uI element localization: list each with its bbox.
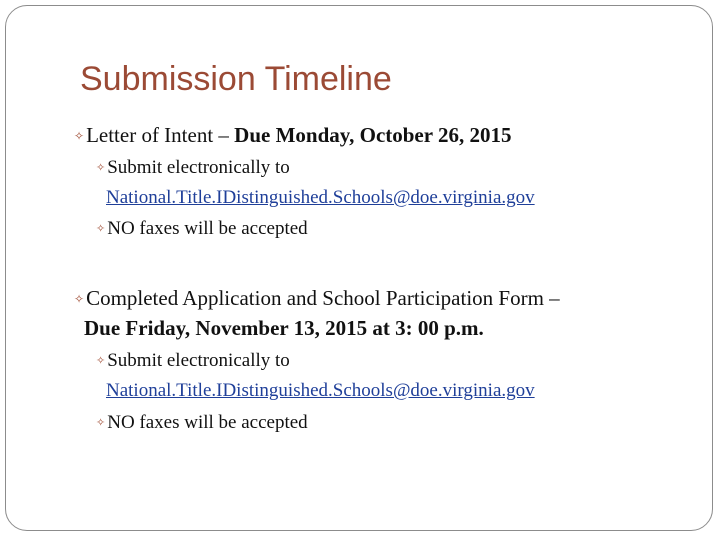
sub-bullet-no-faxes — [96, 218, 308, 240]
sub-bullet-text: Submit electronically to — [107, 157, 290, 178]
sub-bullet-submit — [96, 157, 290, 179]
email-link[interactable]: National.Title.IDistinguished.Schools@doe.virginia.gov — [106, 187, 535, 208]
item-due-date: Due Friday, November 13, 2015 at 3: 00 p.m. — [84, 316, 484, 340]
sub-bullet-text: Submit electronically to — [107, 350, 290, 371]
email-link[interactable]: National.Title.IDistinguished.Schools@doe.virginia.gov — [106, 380, 535, 401]
sub-bullet-no-faxes — [96, 412, 308, 434]
star-bullet-icon: ✧ — [96, 416, 106, 429]
sub-bullet-text: NO faxes will be accepted — [107, 218, 308, 239]
item-label: Completed Application and School Participation Form – — [86, 286, 560, 310]
sub-bullet-submit — [96, 350, 290, 372]
star-bullet-icon: ✧ — [74, 129, 85, 143]
star-bullet-icon: ✧ — [96, 161, 106, 174]
bullet-item-letter-of-intent — [74, 123, 511, 148]
star-bullet-icon: ✧ — [96, 222, 106, 235]
item-due-date: Due Monday, October 26, 2015 — [234, 123, 512, 147]
sub-bullet-text: NO faxes will be accepted — [107, 412, 308, 433]
bullet-item-completed-application — [74, 286, 560, 311]
slide-title: Submission Timeline — [80, 60, 392, 98]
star-bullet-icon: ✧ — [74, 292, 85, 306]
item-label: Letter of Intent – — [86, 123, 235, 147]
star-bullet-icon: ✧ — [96, 354, 106, 367]
